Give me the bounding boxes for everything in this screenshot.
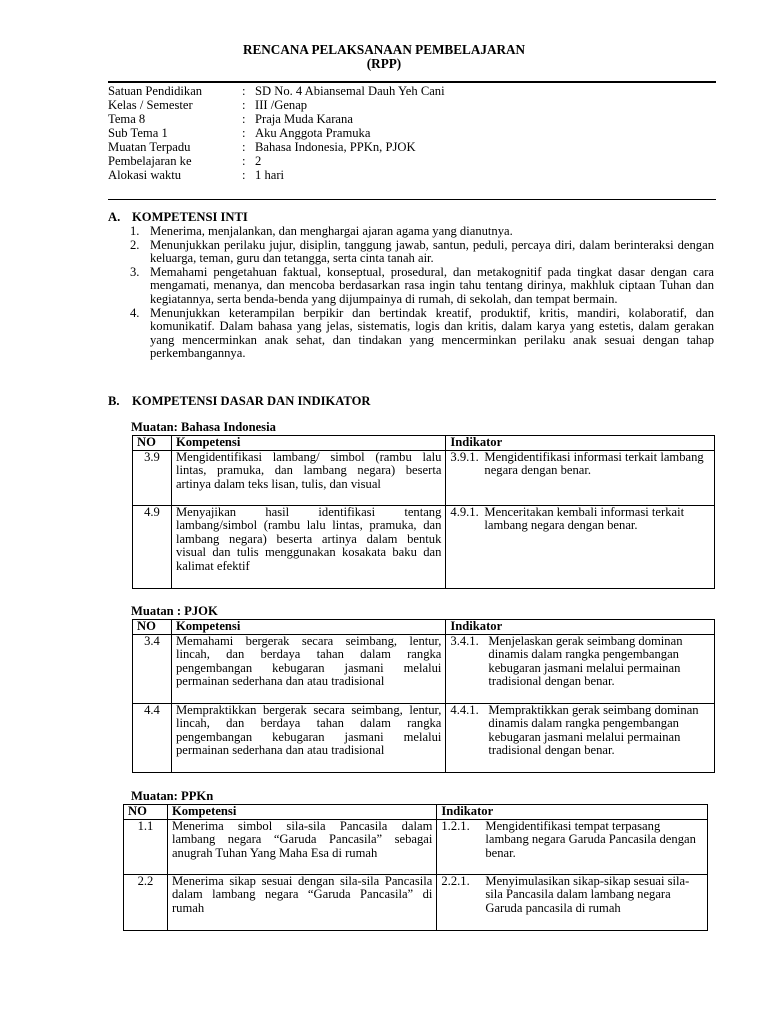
indikator-text: Mengidentifikasi tempat terpasang lambang negara Garuda Pancasila dengan benar.: [485, 818, 696, 860]
table-row: [133, 703, 715, 772]
column-header-indikator: Indikator: [437, 805, 708, 820]
list-item-text: Menerima, menjalankan, dan menghargai ajaran agama yang dianutnya.: [150, 224, 513, 238]
indikator-text: Menyimulasikan sikap-sikap sesuai sila-sila Pancasila dalam lambang negara Garuda pancasila di rumah: [485, 873, 690, 915]
document-title: RENCANA PELAKSANAAN PEMBELAJARAN: [242, 42, 526, 57]
kompetensi-inti-list: [108, 225, 714, 361]
identity-value: Praja Muda Karana: [255, 112, 353, 126]
identity-colon: :: [242, 98, 246, 112]
identity-label: Tema 8: [108, 112, 146, 126]
indikator-number: 2.2.1.: [441, 873, 470, 888]
column-header-indikator: Indikator: [446, 436, 715, 451]
indikator-number: 1.2.1.: [441, 818, 470, 833]
indikator-text: Mempraktikkan gerak seimbang dominan dinamis dalam rangka pengembangan kebugaran jasmani melalui permainan tradisional dengan benar.: [488, 702, 699, 758]
list-item-text: Menunjukkan perilaku jujur, disiplin, tanggung jawab, santun, peduli, percaya diri, dalam berinteraksi dengan keluarga, teman, guru dan tetangga, serta cinta tanah air.: [150, 237, 714, 266]
cell-no: 1.1: [124, 819, 168, 874]
indikator-number: 4.9.1.: [450, 504, 479, 519]
cell-kompetensi: Menerima sikap sesuai dengan sila-sila Pancasila dalam lambang negara “Garuda Pancasila” di rumah: [167, 874, 436, 930]
column-header-no: NO: [133, 436, 172, 451]
section-b-letter: B.: [108, 394, 120, 408]
muatan-bahasa-indonesia-label: Muatan: Bahasa Indonesia: [131, 420, 276, 434]
cell-no: 4.9: [133, 505, 172, 588]
table-header-row: [133, 620, 715, 635]
table-header-row: [124, 805, 708, 820]
column-header-no: NO: [133, 620, 172, 635]
table-row: [124, 819, 708, 874]
table-header-row: [133, 436, 715, 451]
cell-indikator: [446, 505, 715, 588]
cell-kompetensi: Mempraktikkan bergerak secara seimbang, lentur, lincah, dan berdaya tahan dalam rangka pengembangan kebugaran jasmani melalui permainan sederhana dan atau tradisional: [171, 703, 445, 772]
column-header-kompetensi: Kompetensi: [171, 436, 445, 451]
indikator-text: Mengidentifikasi informasi terkait lambang negara dengan benar.: [484, 449, 704, 478]
identity-value: SD No. 4 Abiansemal Dauh Yeh Cani: [255, 84, 445, 98]
identity-label: Muatan Terpadu: [108, 140, 191, 154]
header-rule-top: [108, 81, 716, 83]
cell-indikator: [446, 450, 715, 505]
section-a-letter: A.: [108, 210, 121, 224]
identity-colon: :: [242, 168, 246, 182]
list-item-number: 4.: [130, 305, 140, 320]
section-a-title: KOMPETENSI INTI: [132, 210, 248, 224]
table-row: [133, 450, 715, 505]
cell-no: 3.4: [133, 634, 172, 703]
kd-table-ppkn: [123, 804, 708, 931]
identity-colon: :: [242, 140, 246, 154]
identity-colon: :: [242, 154, 246, 168]
table-row: [124, 874, 708, 930]
identity-colon: :: [242, 126, 246, 140]
cell-kompetensi: Mengidentifikasi lambang/ simbol (rambu lalu lintas, pramuka, dan lambang negara) beserta artinya dalam teks lisan, tulis, dan visual: [171, 450, 445, 505]
cell-no: 3.9: [133, 450, 172, 505]
list-item: [108, 239, 714, 266]
identity-label: Alokasi waktu: [108, 168, 182, 182]
identity-label: Satuan Pendidikan: [108, 84, 203, 98]
kd-table-pjok: [132, 619, 715, 773]
list-item-number: 1.: [130, 224, 140, 238]
list-item-number: 2.: [130, 237, 140, 252]
cell-kompetensi: Menyajikan hasil identifikasi tentang lambang/simbol (rambu lalu lintas, pramuka, dan lambang negara) beserta artinya dalam bentuk visual dan tulis menggunakan kosakata baku dan kalimat efektif: [171, 505, 445, 588]
identity-value: 2: [255, 154, 262, 168]
identity-label: Pembelajaran ke: [108, 154, 192, 168]
identity-label: Kelas / Semester: [108, 98, 193, 112]
cell-kompetensi: Memahami bergerak secara seimbang, lentur, lincah, dan berdaya tahan dalam rangka pengembangan kebugaran jasmani melalui permainan sederhana dan atau tradisional: [171, 634, 445, 703]
list-item-number: 3.: [130, 264, 140, 279]
indikator-number: 3.9.1.: [450, 449, 479, 464]
cell-indikator: [437, 874, 708, 930]
cell-indikator: [437, 819, 708, 874]
identity-colon: :: [242, 84, 246, 98]
muatan-ppkn-label: Muatan: PPKn: [131, 789, 214, 803]
indikator-text: Menceritakan kembali informasi terkait lambang negara dengan benar.: [484, 504, 685, 533]
column-header-kompetensi: Kompetensi: [171, 620, 445, 635]
table-row: [133, 505, 715, 588]
kd-table-bahasa-indonesia: [132, 435, 715, 589]
list-item: [108, 266, 714, 307]
list-item: [108, 307, 714, 361]
list-item: [108, 225, 714, 239]
indikator-number: 4.4.1.: [450, 702, 479, 717]
section-b-title: KOMPETENSI DASAR DAN INDIKATOR: [132, 394, 371, 408]
section-a-heading: [108, 211, 248, 225]
section-b-heading: [108, 395, 371, 409]
cell-no: 4.4: [133, 703, 172, 772]
identity-value: Bahasa Indonesia, PPKn, PJOK: [255, 140, 416, 154]
cell-no: 2.2: [124, 874, 168, 930]
indikator-number: 3.4.1.: [450, 633, 479, 648]
identity-value: 1 hari: [255, 168, 285, 182]
table-row: [133, 634, 715, 703]
list-item-text: Memahami pengetahuan faktual, konseptual, prosedural, dan metakognitif pada tingkat dasar dengan cara mengamati, menanya, dan mencoba berdasarkan rasa ingin tahu tentang dirinya, makhluk ciptaan Tuhan dan kegiatannya, serta benda-benda yang dijumpainya di rumah, di sekolah, dan tempat bermain.: [150, 264, 714, 306]
cell-indikator: [446, 703, 715, 772]
identity-label: Sub Tema 1: [108, 126, 168, 140]
cell-indikator: [446, 634, 715, 703]
column-header-indikator: Indikator: [446, 620, 715, 635]
identity-colon: :: [242, 112, 246, 126]
list-item-text: Menunjukkan keterampilan berpikir dan bertindak kreatif, produktif, kritis, mandiri, kolaboratif, dan komunikatif. Dalam bahasa yang jelas, sistematis, logis dan kritis, dalam karya yang estetis, dalam gerakan yang mencerminkan anak sehat, dan tindakan yang mencerminkan perilaku anak sesuai dengan tahap perkembangannya.: [150, 305, 714, 361]
muatan-pjok-label: Muatan : PJOK: [131, 604, 218, 618]
column-header-kompetensi: Kompetensi: [167, 805, 436, 820]
cell-kompetensi: Menerima simbol sila-sila Pancasila dalam lambang negara “Garuda Pancasila” sebagai anugrah Tuhan Yang Maha Esa di rumah: [167, 819, 436, 874]
identity-value: Aku Anggota Pramuka: [255, 126, 371, 140]
column-header-no: NO: [124, 805, 168, 820]
header-rule-bottom: [108, 199, 716, 200]
identity-value: III /Genap: [255, 98, 308, 112]
document-subtitle: (RPP): [366, 56, 402, 71]
indikator-text: Menjelaskan gerak seimbang dominan dinamis dalam rangka pengembangan kebugaran jasmani melalui permainan tradisional dengan benar.: [488, 633, 683, 689]
